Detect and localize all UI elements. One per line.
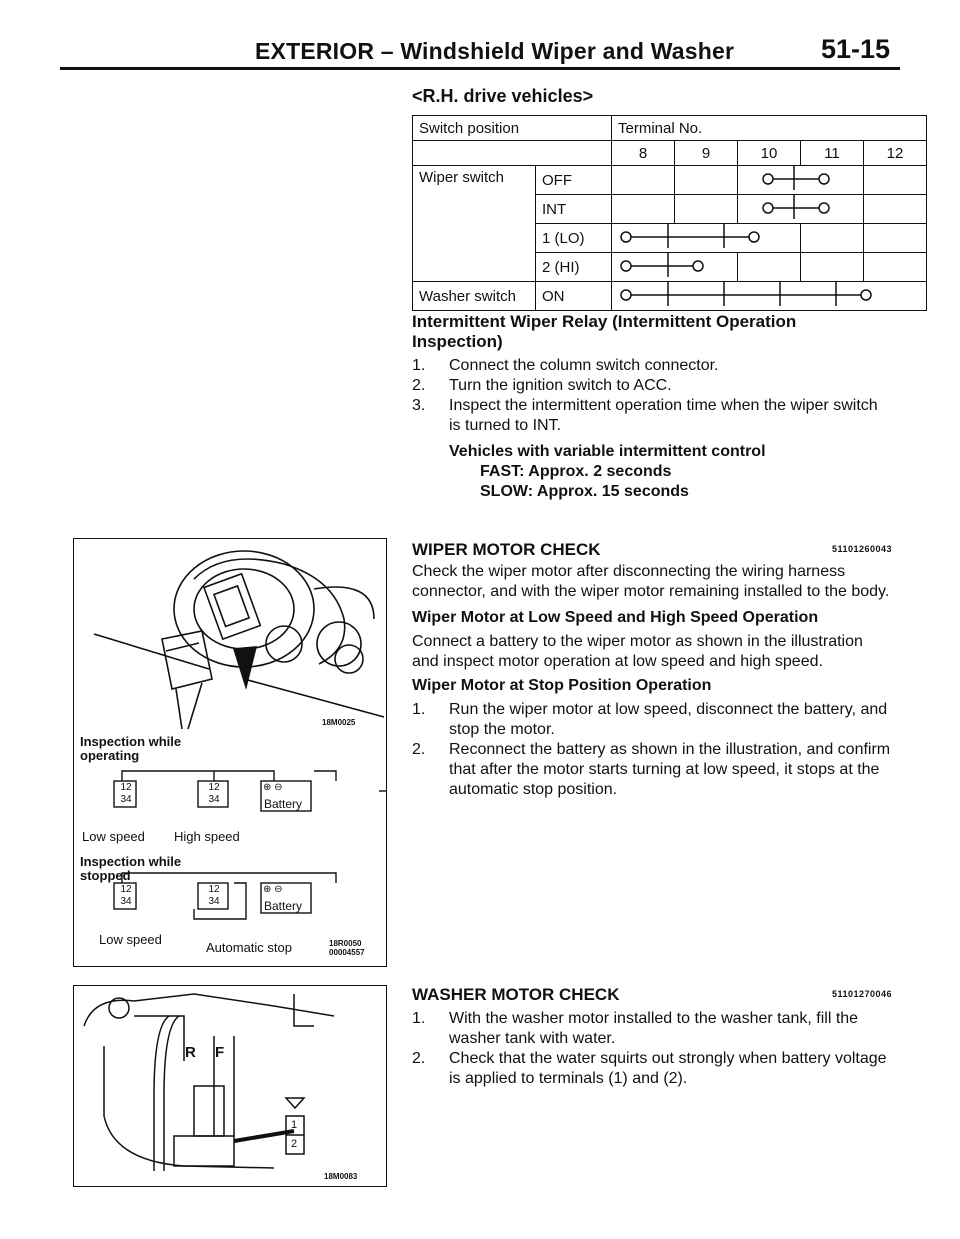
terminal-10: 10 xyxy=(738,141,801,166)
terminal-8: 8 xyxy=(612,141,675,166)
switch-position-header: Switch position xyxy=(413,116,612,141)
connection-line xyxy=(612,253,724,277)
automatic-stop-label: Automatic stop xyxy=(206,940,292,955)
list-item: 1. Run the wiper motor at low speed, disconnect the battery, and stop the motor. xyxy=(412,701,888,738)
wiper-switch-label: Wiper switch xyxy=(413,166,536,282)
letter-f: F xyxy=(215,1044,225,1061)
list-item: 2. Check that the water squirts out strongly when battery voltage is applied to terminals (1) and (2). xyxy=(412,1050,887,1087)
variable-heading: Vehicles with variable intermittent control xyxy=(449,443,766,460)
page-number: 51-15 xyxy=(820,34,890,64)
terminal-9: 9 xyxy=(675,141,738,166)
connection-8-12 xyxy=(612,282,927,311)
washer-motor-steps xyxy=(412,1009,892,1089)
list-item: 1. With the washer motor installed to the washer tank, fill the washer tank with water. xyxy=(412,1010,859,1047)
washer-motor-heading-row xyxy=(412,985,892,1007)
position-int: INT xyxy=(536,195,612,224)
pin-1: 1 xyxy=(291,1119,298,1131)
connection-line xyxy=(612,282,892,306)
list-item: 2. Reconnect the battery as shown in the illustration, and confirm that after the motor starts turning at low speed, it stops at the automatic stop position. xyxy=(412,741,891,798)
connector-pins: 12 34 xyxy=(208,884,220,907)
washer-motor-figure xyxy=(73,985,387,1187)
connector-pins: 12 34 xyxy=(208,782,220,805)
table-row xyxy=(413,141,927,166)
connection-line xyxy=(612,224,780,248)
subheading: <R.H. drive vehicles> xyxy=(412,86,594,106)
wiper-motor-code: 51101260043 xyxy=(831,544,892,554)
intermittent-heading xyxy=(412,312,892,332)
wiper-motor-intro: Check the wiper motor after disconnecting the wiring harness connector, and with the wiper motor remaining installed to the body. xyxy=(412,563,890,600)
inspection-stopped-label: Inspection while stopped xyxy=(80,854,182,883)
connection-8-9 xyxy=(612,253,738,282)
washer-motor-illustration xyxy=(74,986,386,1186)
wiper-motor-heading: WIPER MOTOR CHECK xyxy=(412,540,601,559)
connection-line xyxy=(738,195,850,219)
position-lo: 1 (LO) xyxy=(536,224,612,253)
wiper-motor-illustration xyxy=(74,539,386,734)
connection-line xyxy=(738,166,850,190)
list-item: 1. Connect the column switch connector. xyxy=(412,357,719,374)
list-item: 3. Inspect the intermittent operation time when the wiper switch is turned to INT. xyxy=(412,397,878,434)
table-row xyxy=(413,282,927,311)
wiper-motor-sub1: Wiper Motor at Low Speed and High Speed Operation xyxy=(412,609,819,626)
slow-value: SLOW: Approx. 15 seconds xyxy=(480,483,689,500)
washer-motor-section xyxy=(412,985,892,1089)
washer-motor-code: 51101270046 xyxy=(831,989,892,999)
wiper-motor-figure xyxy=(73,538,387,967)
connection-10-11 xyxy=(738,166,864,195)
table-row xyxy=(413,116,927,141)
terminal-11: 11 xyxy=(801,141,864,166)
position-on: ON xyxy=(536,282,612,311)
intermittent-steps xyxy=(412,356,892,436)
figure2-code: 18M0083 xyxy=(324,1172,358,1181)
low-speed-label-2: Low speed xyxy=(99,932,162,947)
pin-2: 2 xyxy=(291,1138,298,1150)
washer-switch-label: Washer switch xyxy=(413,282,536,311)
battery-label: Battery xyxy=(264,797,303,811)
wiper-motor-section xyxy=(412,540,892,800)
wiper-motor-heading-row xyxy=(412,540,892,562)
position-hi: 2 (HI) xyxy=(536,253,612,282)
page-header xyxy=(60,34,900,70)
washer-motor-heading: WASHER MOTOR CHECK xyxy=(412,985,620,1004)
intermittent-heading-line1: Intermittent Wiper Relay (Intermittent Operation xyxy=(412,312,797,331)
page-title: EXTERIOR – Windshield Wiper and Washer xyxy=(255,38,735,64)
intermittent-heading-line2: Inspection) xyxy=(412,332,503,351)
wiper-motor-sub2: Wiper Motor at Stop Position Operation xyxy=(412,677,712,694)
battery-polarity: ⊕ ⊖ xyxy=(263,884,283,895)
connection-10-11 xyxy=(738,195,864,224)
low-speed-label: Low speed xyxy=(82,829,145,844)
battery-label-2: Battery xyxy=(264,899,303,913)
connection-8-10 xyxy=(612,224,801,253)
empty-cell xyxy=(413,141,612,166)
figure-code: 18M0025 xyxy=(322,718,356,727)
wiper-motor-sub1-text: Connect a battery to the wiper motor as shown in the illustration and inspect motor operation at low speed and high speed. xyxy=(412,633,863,670)
terminal-table xyxy=(412,115,927,311)
fast-value: FAST: Approx. 2 seconds xyxy=(480,463,672,480)
terminal-header: Terminal No. xyxy=(612,116,927,141)
letter-r: R xyxy=(185,1044,196,1061)
connector-pins: 12 34 xyxy=(120,884,132,907)
connector-pins: 12 34 xyxy=(120,782,132,805)
high-speed-label: High speed xyxy=(174,829,240,844)
list-item: 2. Turn the ignition switch to ACC. xyxy=(412,377,672,394)
inspection-operating-label: Inspection while operating xyxy=(80,734,182,763)
terminal-12: 12 xyxy=(864,141,927,166)
battery-polarity: ⊕ ⊖ xyxy=(263,782,283,793)
figure-code-bottom: 18R0050 00004557 xyxy=(329,939,365,957)
intermittent-section xyxy=(412,312,892,502)
wiper-motor-steps xyxy=(412,700,892,800)
position-off: OFF xyxy=(536,166,612,195)
table-row xyxy=(413,166,927,195)
header-rule xyxy=(60,67,900,70)
